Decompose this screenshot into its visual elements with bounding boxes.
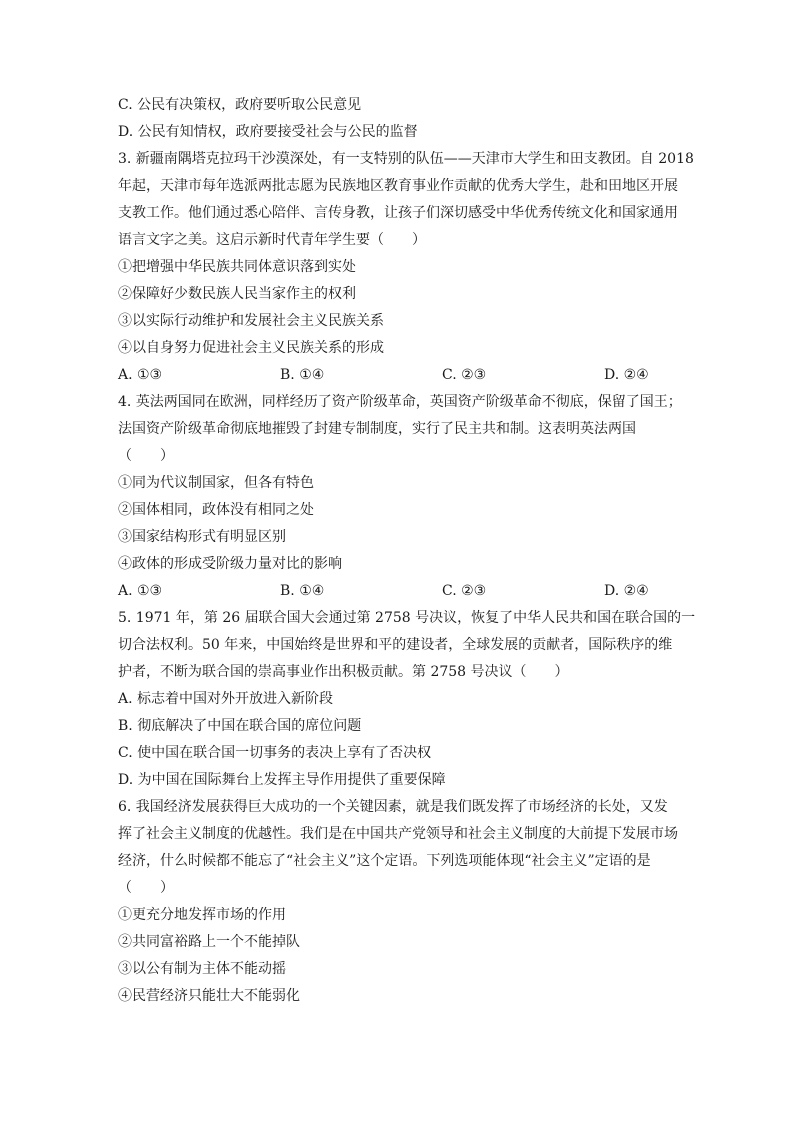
q2-option-c: C. 公民有决策权，政府要听取公民意见 xyxy=(118,97,362,113)
q4-choice-c: C. ②③ xyxy=(442,583,487,599)
q3-choice-b: B. ①④ xyxy=(280,367,325,383)
q5-option-a: A. 标志着中国对外开放进入新阶段 xyxy=(118,691,334,707)
q3-choice-c: C. ②③ xyxy=(442,367,487,383)
q6-stem-line: 6. 我国经济发展获得巨大成功的一个关键因素，就是我们既发挥了市场经济的长处，又发 xyxy=(118,799,668,815)
q6-item-3: ③以公有制为主体不能动摇 xyxy=(118,961,286,977)
q5-stem-line: 切合法权利。50 年来，中国始终是世界和平的建设者，全球发展的贡献者，国际秩序的维 xyxy=(118,637,673,653)
question-5 xyxy=(118,605,696,794)
q6-item-1: ①更充分地发挥市场的作用 xyxy=(118,907,286,923)
q5-stem-line: 护者，不断为联合国的崇高事业作出积极贡献。第 2758 号决议（ ） xyxy=(118,664,569,680)
q6-item-2: ②共同富裕路上一个不能掉队 xyxy=(118,934,300,950)
q5-option-c: C. 使中国在联合国一切事务的表决上享有了否决权 xyxy=(118,745,432,761)
q6-stem-line: 经济，什么时候都不能忘了“社会主义”这个定语。下列选项能体现“社会主义”定语的是 xyxy=(118,853,651,869)
q4-stem-line: 4. 英法两国同在欧洲，同样经历了资产阶级革命，英国资产阶级革命不彻底，保留了国王； xyxy=(118,394,682,410)
q3-item-1: ①把增强中华民族共同体意识落到实处 xyxy=(118,259,356,275)
q6-item-4: ④民营经济只能壮大不能弱化 xyxy=(118,988,300,1004)
q4-stem-line: （ ） xyxy=(118,448,174,464)
q4-item-3: ③国家结构形式有明显区别 xyxy=(118,529,286,545)
q4-item-4: ④政体的形成受阶级力量对比的影响 xyxy=(118,556,342,572)
q6-stem-line: 挥了社会主义制度的优越性。我们是在中国共产党领导和社会主义制度的大前提下发展市场 xyxy=(118,826,678,842)
q4-choice-b: B. ①④ xyxy=(280,583,325,599)
q2-option-d: D. 公民有知情权，政府要接受社会与公民的监督 xyxy=(118,124,418,140)
q4-stem-line: 法国资产阶级革命彻底地摧毁了封建专制制度，实行了民主共和制。这表明英法两国 xyxy=(118,421,636,437)
q4-choice-a: A. ①③ xyxy=(118,583,163,599)
q3-stem-line: 3. 新疆南隅塔克拉玛干沙漠深处，有一支特别的队伍——天津市大学生和田支教团。自 2018 xyxy=(118,151,694,167)
q5-stem-line: 5. 1971 年，第 26 届联合国大会通过第 2758 号决议，恢复了中华人民共和国在联合国的一 xyxy=(118,610,696,626)
question-3 xyxy=(118,146,694,389)
q4-choices xyxy=(118,578,678,605)
q3-stem-line: 语言文字之美。这启示新时代青年学生要（ ） xyxy=(118,232,426,248)
q6-stem-line: （ ） xyxy=(118,880,174,896)
q3-choice-d: D. ②④ xyxy=(604,367,649,383)
q5-option-d: D. 为中国在国际舞台上发挥主导作用提供了重要保障 xyxy=(118,772,446,788)
q4-item-1: ①同为代议制国家，但各有特色 xyxy=(118,475,314,491)
q3-item-4: ④以自身努力促进社会主义民族关系的形成 xyxy=(118,340,384,356)
q5-option-b: B. 彻底解决了中国在联合国的席位问题 xyxy=(118,718,362,734)
q3-item-3: ③以实际行动维护和发展社会主义民族关系 xyxy=(118,313,384,329)
question-4 xyxy=(118,389,682,605)
q4-choice-d: D. ②④ xyxy=(604,583,649,599)
q3-choice-a: A. ①③ xyxy=(118,367,163,383)
page-content xyxy=(118,92,696,1010)
q4-item-2: ②国体相同，政体没有相同之处 xyxy=(118,502,314,518)
q3-stem-line: 年起，天津市每年选派两批志愿为民族地区教育事业作贡献的优秀大学生，赴和田地区开展 xyxy=(118,178,678,194)
q3-stem-line: 支教工作。他们通过悉心陪伴、言传身教，让孩子们深切感受中华优秀传统文化和国家通用 xyxy=(118,205,678,221)
question-6 xyxy=(118,794,678,1010)
q3-choices xyxy=(118,362,678,389)
q3-item-2: ②保障好少数民族人民当家作主的权利 xyxy=(118,286,356,302)
